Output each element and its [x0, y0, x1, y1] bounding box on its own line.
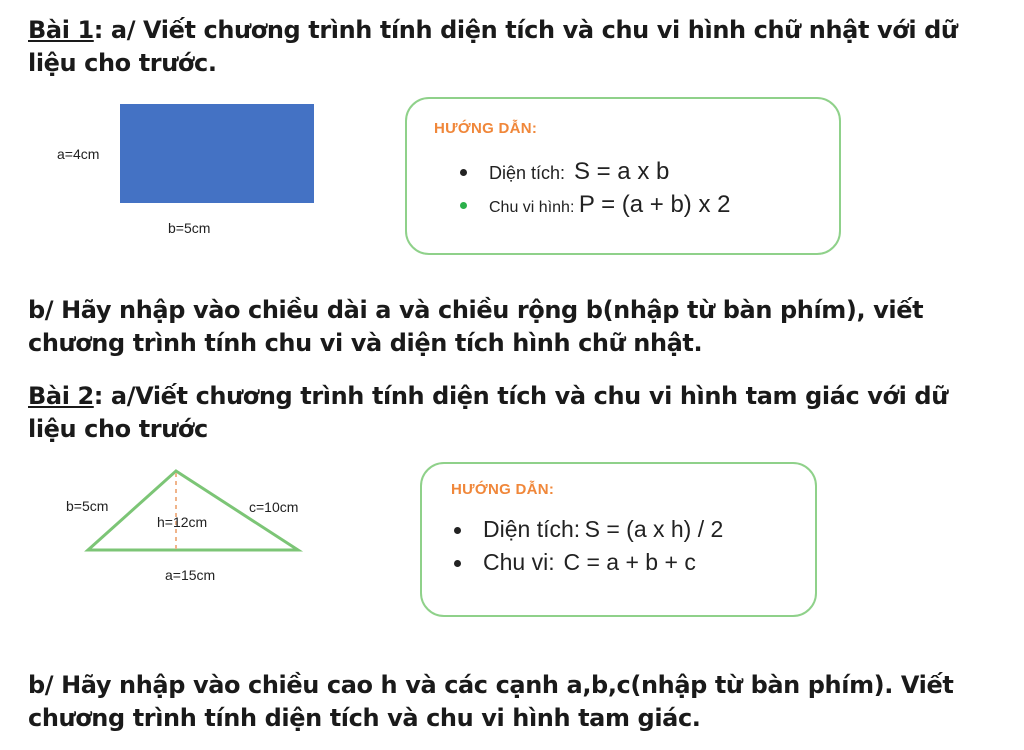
guide-title-rectangle: HƯỚNG DẪN: [434, 120, 538, 137]
tri-height-label: h=12cm [157, 514, 208, 530]
exercise-2-text-a: : a/Viết chương trình tính diện tích và chu vi hình tam giác với dữ liệu cho trước [28, 382, 948, 443]
bullet-icon [454, 560, 461, 567]
tri-side-b-label: b=5cm [66, 498, 109, 514]
tri-area-label: Diện tích: [483, 516, 581, 542]
area-formula: S = a x b [573, 158, 670, 185]
exercise-2-label: Bài 2 [28, 382, 94, 410]
exercise-1-label: Bài 1 [28, 16, 94, 44]
guide-title-triangle: HƯỚNG DẪN: [451, 481, 555, 498]
rect-side-a-label: a=4cm [57, 146, 100, 162]
exercise-2-prompt-b: b/ Hãy nhập vào chiều cao h và các cạnh a,b,c(nhập từ bàn phím). Viết chương trình tính diện tích và chu vi hình tam giác. [28, 671, 954, 732]
area-label: Diện tích: [489, 163, 566, 183]
guide-tri-area-row [454, 516, 723, 543]
exercise-1-prompt-b: b/ Hãy nhập vào chiều dài a và chiều rộng b(nhập từ bàn phím), viết chương trình tính chu vi và diện tích hình chữ nhật. [28, 296, 924, 357]
perimeter-formula: P = (a + b) x 2 [578, 191, 731, 218]
rect-side-b-label: b=5cm [168, 220, 211, 236]
tri-perimeter-label: Chu vi: [483, 549, 555, 575]
perimeter-label: Chu vi hình: [489, 199, 575, 216]
tri-side-a-label: a=15cm [165, 567, 216, 583]
guide-tri-perimeter-row [454, 549, 696, 576]
exercise-1-text-a: : a/ Viết chương trình tính diện tích và chu vi hình chữ nhật với dữ liệu cho trước. [28, 16, 958, 77]
tri-area-formula: S = (a x h) / 2 [584, 516, 724, 542]
tri-side-c-label: c=10cm [249, 499, 299, 515]
tri-perimeter-formula: C = a + b + c [563, 549, 696, 575]
bullet-icon [454, 527, 461, 534]
